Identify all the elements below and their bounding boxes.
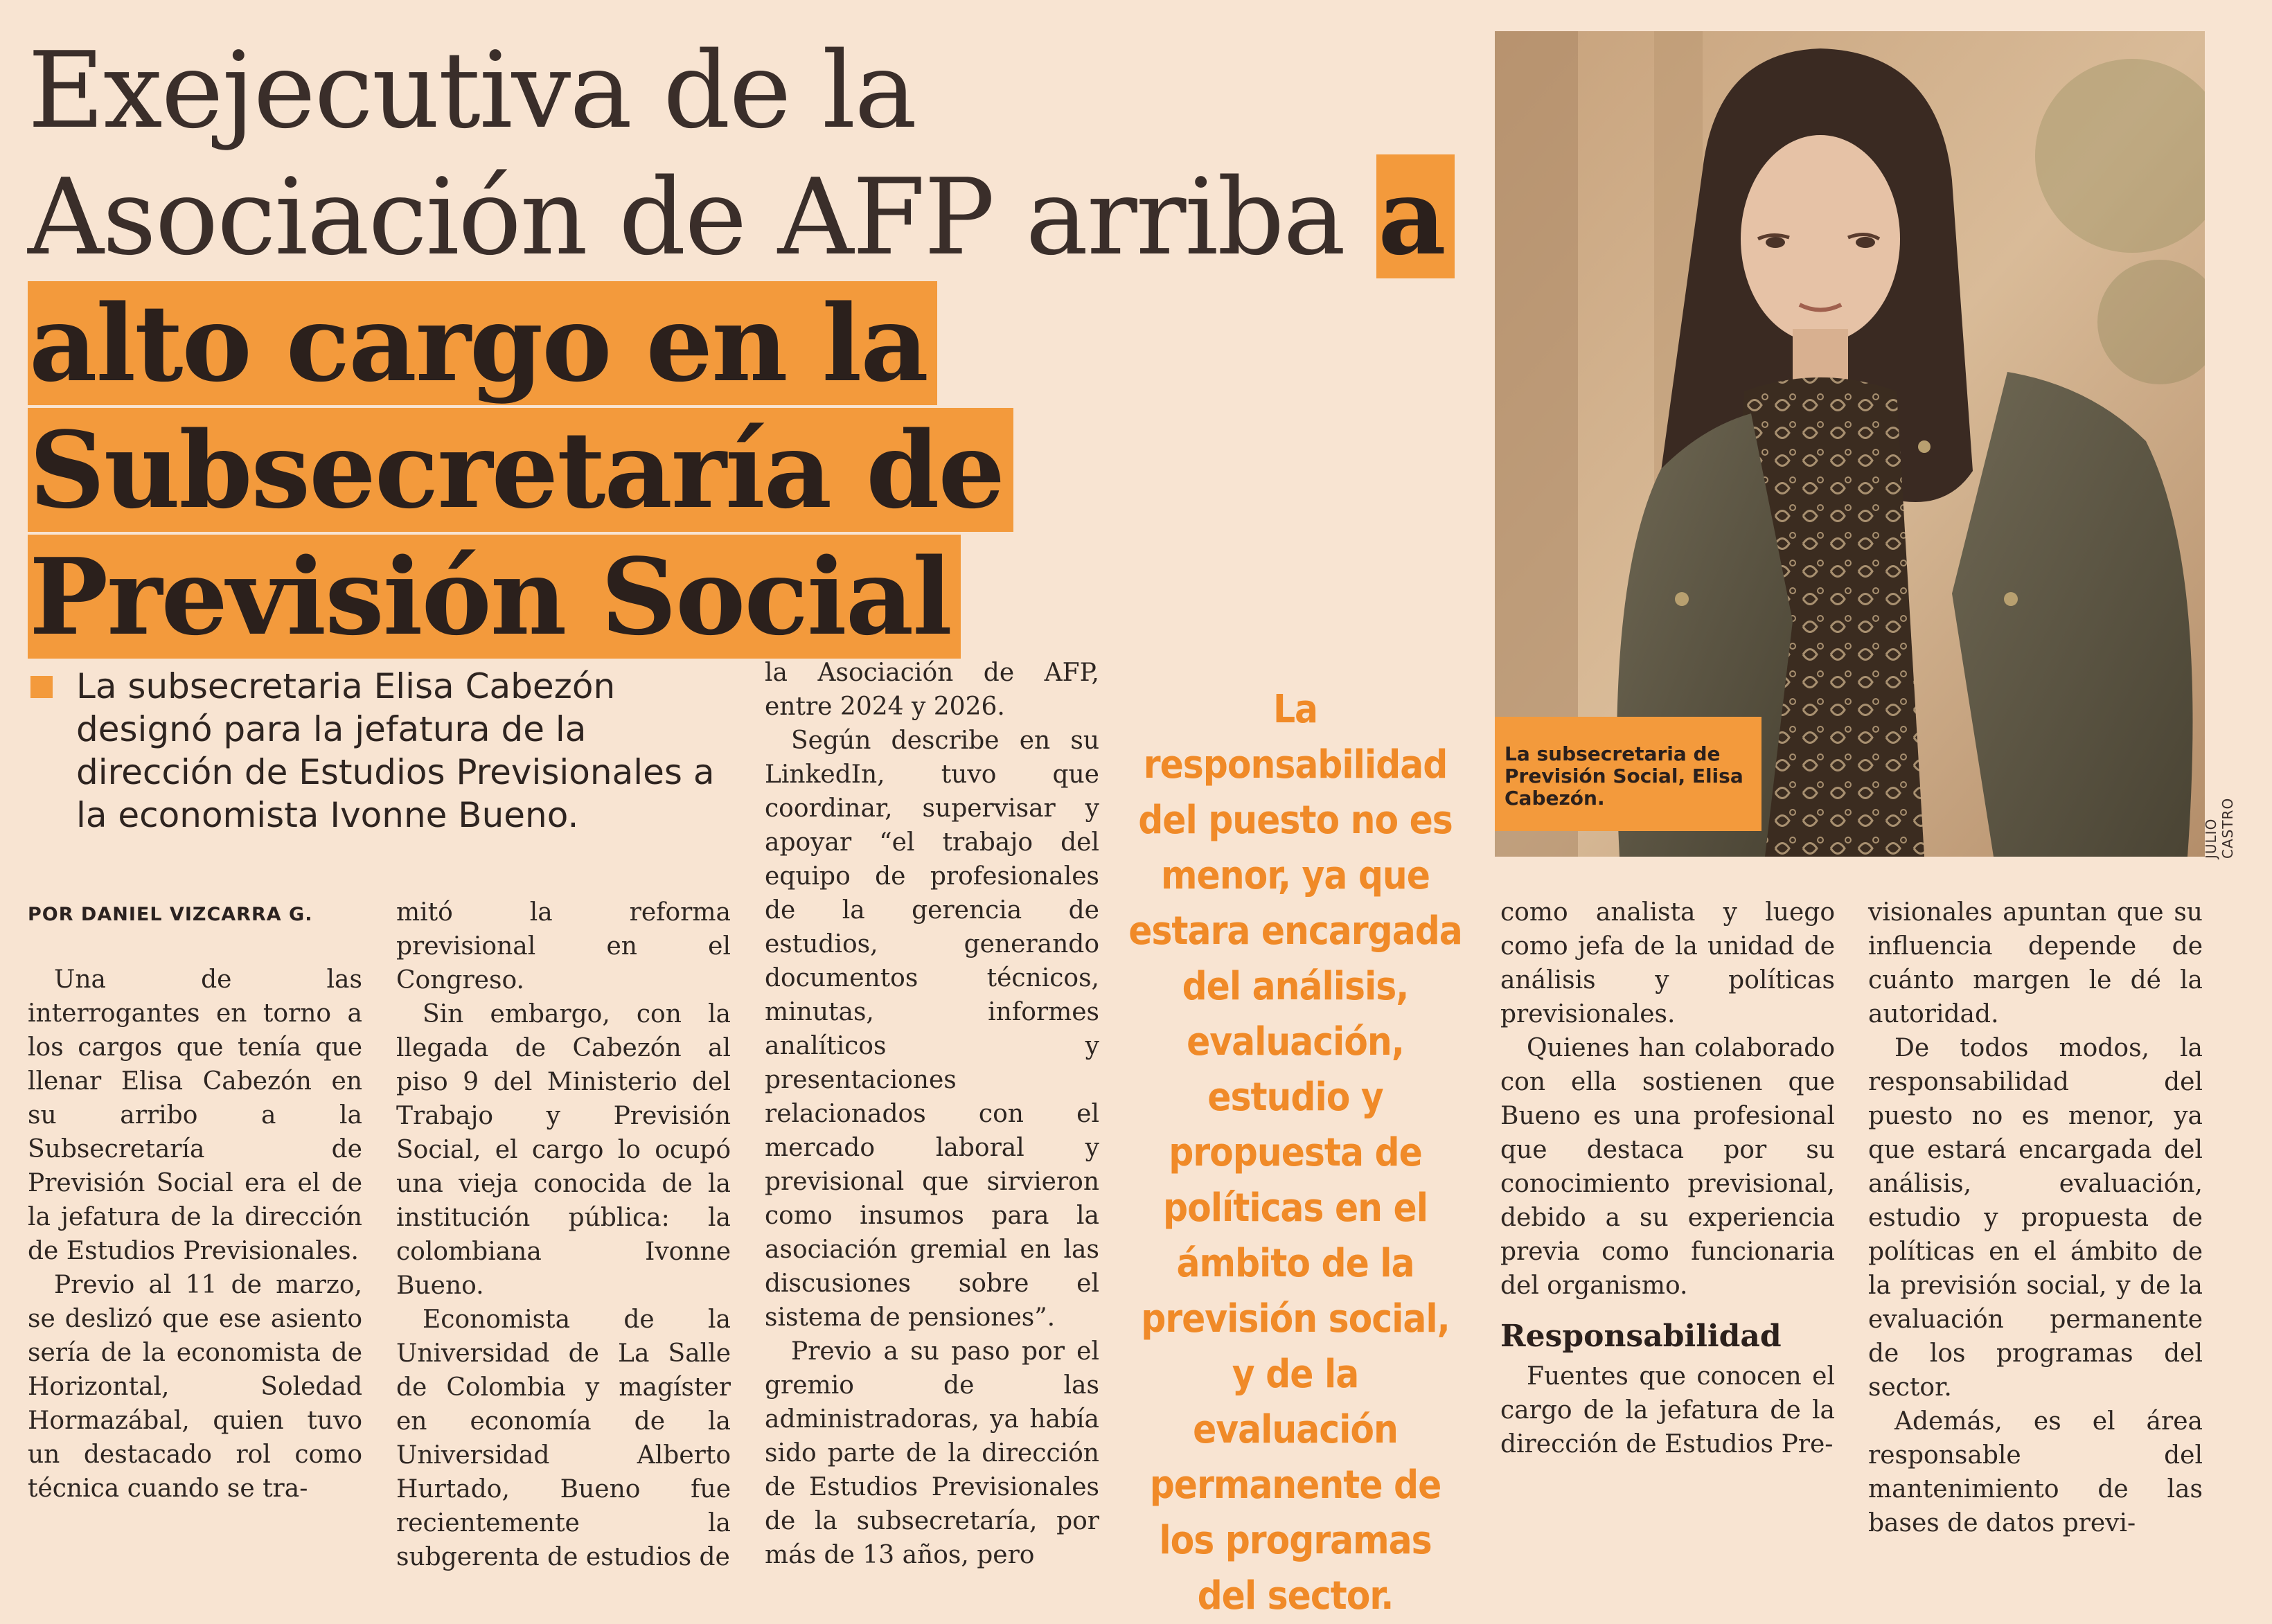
article-column-1 (28, 963, 362, 1506)
paragraph: Quienes han colaborado con ella sostienen que Bueno es una profesional que destaca por su conocimiento previsional, debido a su experiencia previa como funcionaria del organismo. (1500, 1034, 1835, 1300)
photo-credit: JULIO CASTRO (2203, 797, 2236, 859)
byline: POR DANIEL VIZCARRA G. (28, 904, 313, 925)
pull-quote: La responsabilidad del puesto no es menor, ya que estara encargada del análisis, evaluación, estudio y propuesta de políticas en el ámbito de la previsión social, y de la evaluación permanente de los programas del sector. (1128, 687, 1462, 1618)
paragraph: Según describe en su LinkedIn, tuvo que coordinar, supervisar y apoyar “el trabajo del equipo de profesionales de la gerencia de estudios, generando documentos técnicos, minutas, informes analíticos y presentaciones relacionados con el mercado laboral y previsional que sirvieron como insumos para la asociación gremial en las discusiones sobre el sistema de pensiones”. (765, 726, 1099, 1332)
paragraph: como analista y luego como jefa de la unidad de análisis y políticas previsionales. (1500, 898, 1835, 1028)
paragraph: visionales apuntan que su influencia depende de cuánto margen le dé la autoridad. (1868, 898, 2203, 1028)
subheading: Responsabilidad (1500, 1319, 1782, 1354)
article-column-3 (765, 656, 1099, 1572)
paragraph: la Asociación de AFP, entre 2024 y 2026. (765, 659, 1099, 721)
headline (28, 28, 1448, 661)
square-bullet-icon (30, 676, 53, 698)
headline-plain: Exejecutiva de la Asociación de AFP arriba (28, 29, 1377, 278)
paragraph: mitó la reforma previsional en el Congreso. (396, 898, 731, 994)
lead-text: La subsecretaria Elisa Cabezón designó para la jefatura de la dirección de Estudios Previsionales a la economista Ivonne Bueno. (76, 666, 715, 835)
headline-highlight: a alto cargo en la Subsecretaría de Previsión Social (28, 154, 1455, 659)
paragraph: Fuentes que conocen el cargo de la jefatura de la dirección de Estudios Pre- (1500, 1362, 1835, 1458)
article-column-4 (1500, 895, 1835, 1461)
lead-paragraph (28, 665, 734, 837)
paragraph: Previo al 11 de marzo, se deslizó que ese asiento sería de la economista de Horizontal, Soledad Hormazábal, quien tuvo un destacado rol como técnica cuando se tra- (28, 1271, 362, 1503)
article-column-5 (1868, 895, 2203, 1540)
paragraph: Previo a su paso por el gremio de las administradoras, ya había sido parte de la dirección de Estudios Previsionales de la subsecretaría, por más de 13 años, pero (765, 1337, 1099, 1569)
paragraph: De todos modos, la responsabilidad del puesto no es menor, ya que estará encargada del análisis, evaluación, estudio y propuesta de políticas en el ámbito de la previsión social, y de la evaluación permanente de los programas del sector. (1868, 1034, 2203, 1402)
article-column-2 (396, 895, 731, 1574)
photo-caption: La subsecretaria de Previsión Social, Elisa Cabezón. (1495, 717, 1761, 831)
paragraph: Sin embargo, con la llegada de Cabezón al piso 9 del Ministerio del Trabajo y Previsión Social, el cargo lo ocupó una vieja conocida de la institución pública: la colombiana Ivonne Bueno. (396, 1000, 731, 1300)
paragraph: Además, es el área responsable del mantenimiento de las bases de datos previ- (1868, 1407, 2203, 1537)
paragraph: Economista de la Universidad de La Salle de Colombia y magíster en economía de la Universidad Alberto Hurtado, Bueno fue recientemente la subgerenta de estudios de (396, 1305, 731, 1571)
paragraph: Una de las interrogantes en torno a los cargos que tenía que llenar Elisa Cabezón en su arribo a la Subsecretaría de Previsión Social era el de la jefatura de la dirección de Estudios Previsionales. (28, 965, 362, 1265)
